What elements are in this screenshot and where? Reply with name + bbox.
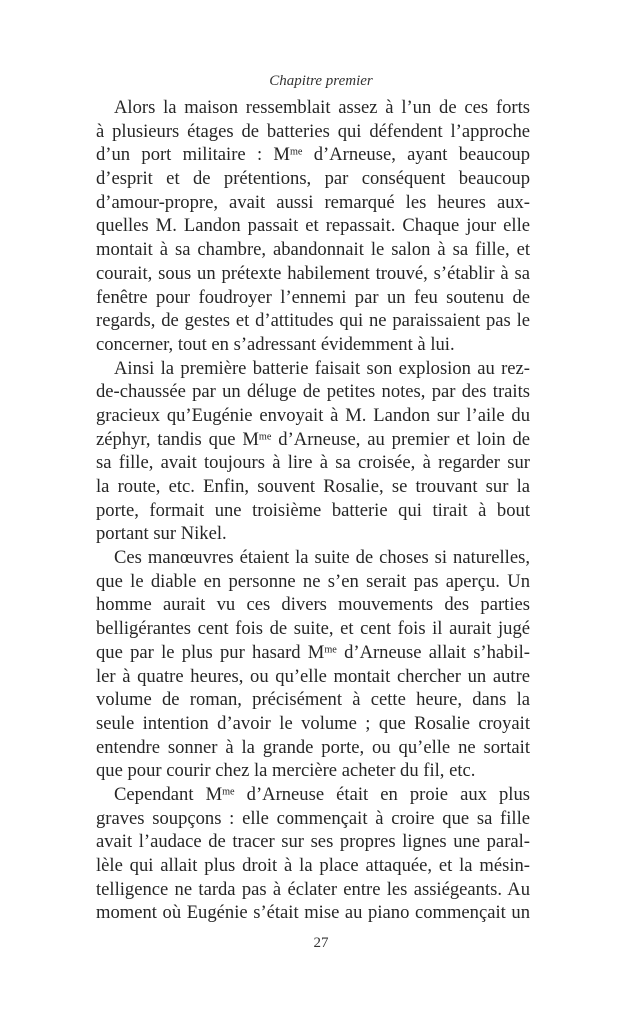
- text-line: portant sur Nikel.: [96, 523, 227, 545]
- running-header-chapter: Chapitre premier: [269, 73, 373, 89]
- text-line: fenêtre pour foudroyer l’ennemi par un feu soutenu de: [96, 286, 530, 308]
- text-line: entendre sonner à la grande porte, ou qu’elle ne sortait: [96, 736, 530, 758]
- superscript-abbrev: me: [289, 146, 303, 158]
- text-line: regards, de gestes et d’attitudes qui ne paraissaient pas le: [96, 310, 530, 332]
- superscript-abbrev: me: [258, 431, 272, 442]
- text-line: homme aurait vu ces divers mouvements des parties: [96, 594, 530, 616]
- text-line: que pour courir chez la mercière acheter du fil, etc.: [96, 760, 476, 782]
- text-line: d’un port militaire : $M^{me}$ d’Arneuse, ayant beaucoup: [96, 144, 530, 166]
- text-line: sa fille, avait toujours à lire à sa croisée, à regarder sur: [96, 452, 530, 474]
- text-line: Ainsi la première batterie faisait son explosion au rez-: [114, 357, 530, 379]
- superscript-abbrev: me: [222, 786, 235, 798]
- text-line: porte, formait une troisième batterie qui tirait à bout: [96, 499, 530, 521]
- body-text: [96, 96, 530, 925]
- text-line: courait, sous un prétexte habilement trouvé, s’établir à sa: [96, 262, 530, 284]
- text-line: quelles M. Landon passait et repassait. Chaque jour elle: [96, 215, 530, 237]
- text-line: Alors la maison ressemblait assez à l’un de ces forts: [114, 97, 530, 118]
- page-number: 27: [313, 935, 329, 951]
- text-line: Cependant $M^{me}$ d’Arneuse était en proie aux plus: [114, 783, 530, 805]
- text-line: d’amour-propre, avait aussi remarqué les heures aux-: [96, 191, 530, 213]
- text-line: que par le plus pur hasard $M^{me}$ d’Arneuse allait s’habil-: [96, 641, 530, 663]
- text-line: belligérantes cent fois de suite, et cent fois il aurait jugé: [96, 618, 530, 640]
- text-line: graves soupçons : elle commençait à croire que sa fille: [96, 807, 530, 829]
- text-line: zéphyr, tandis que $M^{me}$ d’Arneuse, au premier et loin de: [96, 428, 531, 450]
- paragraph: [96, 357, 530, 547]
- text-line: moment où Eugénie s’était mise au piano commençait un: [96, 902, 530, 924]
- text-line: concerner, tout en s’adressant évidemment à lui.: [96, 333, 455, 355]
- paragraph: [96, 96, 530, 357]
- text-line: gracieux qu’Eugénie envoyait à M. Landon sur l’aile du: [96, 404, 530, 426]
- text-line: lèle qui allait plus droit à la place attaquée, et la mésin-: [96, 855, 530, 876]
- text-line: de-chaussée par un déluge de petites notes, par des traits: [96, 381, 530, 403]
- text-line: telligence ne tarda pas à éclater entre les assiégeants. Au: [96, 878, 530, 900]
- text-line: montait à sa chambre, abandonnait le salon à sa fille, et: [96, 239, 530, 261]
- text-line: volume de roman, précisément à cette heure, dans la: [96, 689, 530, 711]
- text-line: à plusieurs étages de batteries qui défendent l’approche: [96, 120, 530, 142]
- text-line: la route, etc. Enfin, souvent Rosalie, se trouvant sur la: [96, 476, 530, 497]
- text-line: seule intention d’avoir le volume ; que Rosalie croyait: [96, 712, 530, 734]
- paragraph: [96, 783, 530, 925]
- text-line: que le diable en personne ne s’en serait pas aperçu. Un: [96, 570, 530, 592]
- text-line: avait l’audace de tracer sur ses propres lignes une paral-: [96, 831, 530, 853]
- text-line: d’esprit et de prétentions, par conséquent beaucoup: [96, 168, 530, 190]
- text-line: ler à quatre heures, ou qu’elle montait chercher un autre: [96, 665, 530, 687]
- paragraph: [96, 546, 530, 783]
- text-line: Ces manœuvres étaient la suite de choses si naturelles,: [114, 547, 530, 569]
- superscript-abbrev: me: [324, 644, 337, 656]
